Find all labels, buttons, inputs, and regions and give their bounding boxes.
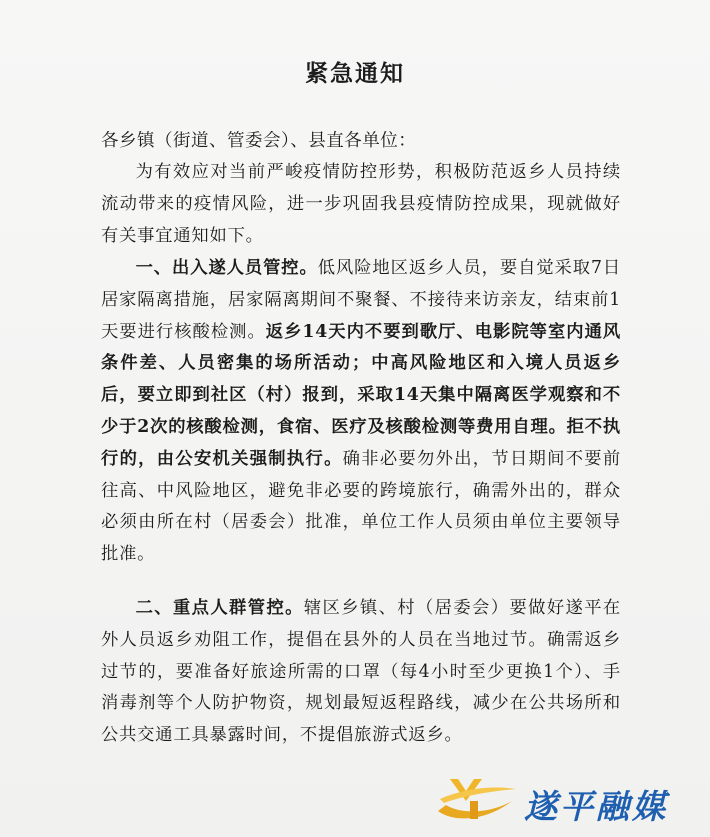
- section-1-text-c: 确非必要勿外出，节日期间不要前往高、中风险地区，避免非必要的跨境旅行，确需外出的，群众必须由所在村（居委会）批准，单位工作人员须由单位主要领导批准。: [101, 448, 621, 565]
- salutation: 各乡镇（街道、管委会）、县直各单位：: [101, 131, 417, 151]
- section-1-text-a: 低风险地区返乡人员，要自觉采取7日居家隔离措施，居家隔离期间不聚餐、不接待来访亲友，结束前1天要进行核酸检测。: [101, 258, 621, 342]
- section-2-text: 辖区乡镇、村（居委会）要做好遂平在外人员返乡劝阻工作，提倡在县外的人员在当地过节。确需返乡过节的，要准备好旅途所需的口罩（每4小时至少更换1个）、手消毒剂等个人防护物资，规划最短返程路线，减少在公共场所和公共交通工具暴露时间，不提倡旅游式返乡。: [101, 598, 621, 746]
- section-1-heading: 一、出入遂人员管控。: [135, 258, 318, 278]
- watermark-brand: [432, 771, 700, 831]
- section-1-paragraph: [101, 253, 621, 571]
- section-2-paragraph: [101, 593, 621, 752]
- intro-paragraph: 为有效应对当前严峻疫情防控形势，积极防范返乡人员持续流动带来的疫情风险，进一步巩固我县疫情防控成果，现就做好有关事宜通知如下。: [101, 162, 621, 246]
- watermark-text: 遂平融媒: [524, 787, 668, 826]
- section-1-text-bold: 返乡14天内不要到歌厅、电影院等室内通风条件差、人员密集的场所活动；中高风险地区和入境人员返乡后，要立即到社区（村）报到，采取14天集中隔离医学观察和不少于2次的核酸检测，食宿、医疗及核酸检测等费用自理。拒不执行的，由公安机关强制执行。: [101, 321, 621, 469]
- section-2-heading: 二、重点人群管控。: [135, 598, 304, 618]
- golden-swoosh-logo-icon: [432, 771, 520, 831]
- notice-title: 紧急通知: [305, 60, 405, 87]
